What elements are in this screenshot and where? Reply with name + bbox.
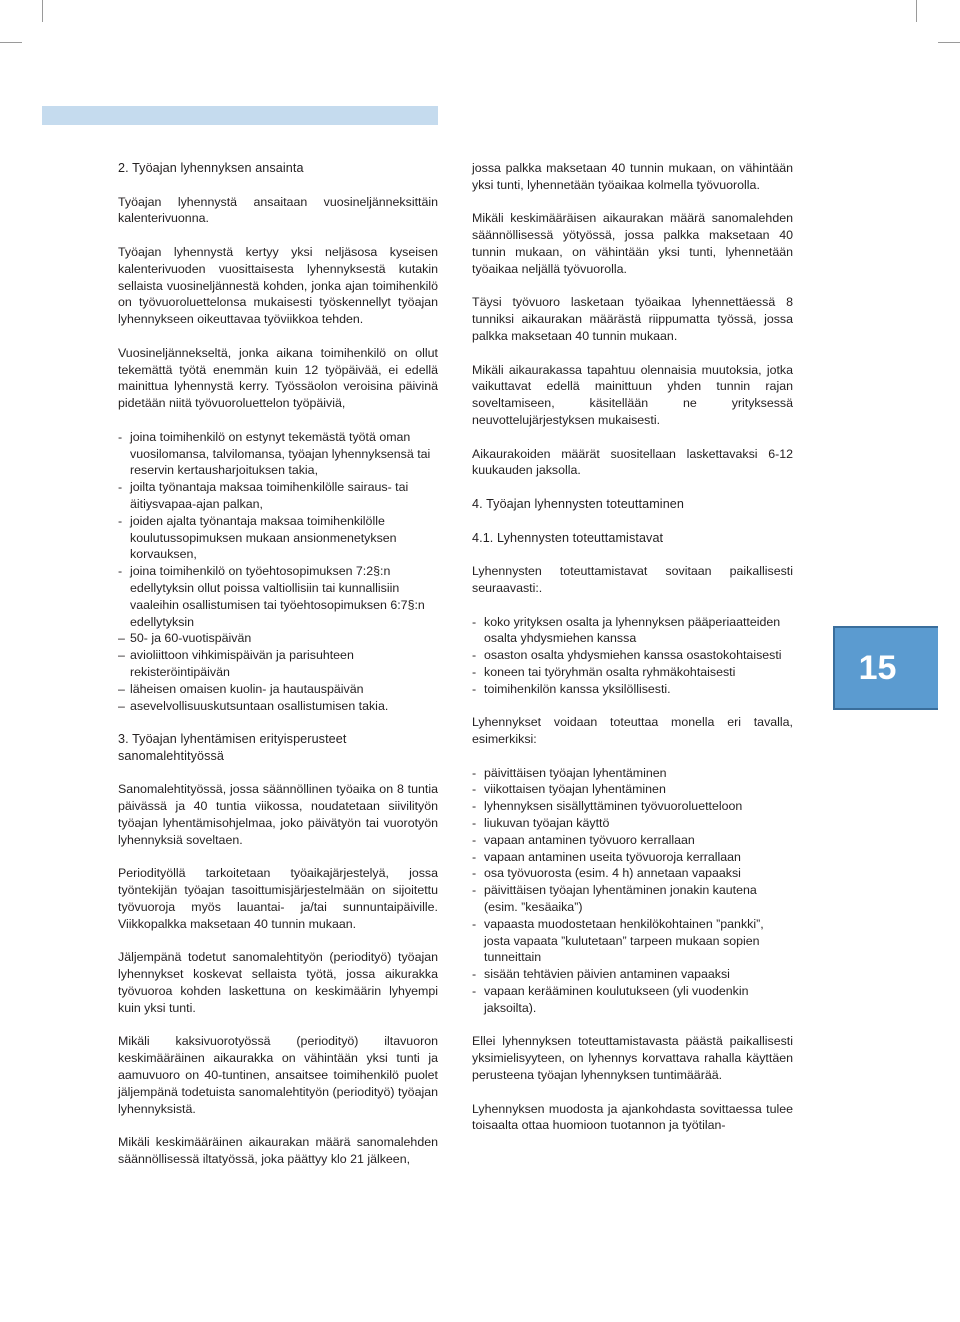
paragraph: Lyhennykset voidaan toteuttaa monella eri tavalla, esimerkiksi:	[472, 715, 793, 747]
list-item	[472, 798, 793, 815]
list-item	[118, 647, 438, 681]
list-item	[118, 479, 438, 513]
paragraph: Mikäli kaksivuorotyössä (periodityö) iltavuoron keskimääräinen aikaurakka on vähintään yksi tunti ja aamuvuoro on 40-tuntinen, ansaitsee toimihenkilö puolet jäljempänä todetuista sanomalehtityön (periodityö) työajan lyhennyksistä.	[118, 1034, 438, 1116]
paragraph: Lyhennysten toteuttamistavat sovitaan paikallisesti seuraavasti:.	[472, 564, 793, 595]
list-item	[118, 698, 438, 715]
list-item-text: liukuvan työajan käyttö	[484, 816, 610, 831]
list-item-text: toimihenkilön kanssa yksilöllisesti.	[484, 681, 671, 696]
paragraph: Työajan lyhennystä ansaitaan vuosineljänneksittäin kalenterivuonna.	[118, 194, 438, 226]
list-item-text: osaston osalta yhdysmiehen kanssa osastokohtaisesti	[484, 648, 782, 663]
list-item	[118, 681, 438, 698]
section-2-heading: 2. Työajan lyhennyksen ansainta	[118, 161, 304, 175]
list-item	[472, 983, 793, 1017]
list-item	[472, 781, 793, 798]
list-item	[472, 681, 793, 698]
paragraph: jossa palkka maksetaan 40 tunnin mukaan, on vähintään yksi tunti, lyhennetään työaikaa kolmella työvuorolla.	[472, 161, 793, 192]
agreement-levels-list	[472, 614, 793, 698]
list-item-text: läheisen omaisen kuolin- ja hautauspäivän	[130, 681, 364, 696]
paragraph: Lyhennyksen muodosta ja ajankohdasta sovittaessa tulee toisaalta ottaa huomioon tuotannon ja työtilan-	[472, 1101, 793, 1133]
list-item-text: päivittäisen työajan lyhentäminen jonakin kautena (esim. ”kesäaika”)	[484, 883, 757, 915]
list-item	[472, 882, 793, 916]
list-item-text: koneen tai työryhmän osalta ryhmäkohtaisesti	[484, 664, 736, 679]
section-4-1-heading: 4.1. Lyhennysten toteuttamistavat	[472, 530, 664, 545]
chapter-tab	[833, 626, 938, 710]
paragraph: Aikaurakoiden määrät suositellaan laskettavaksi 6-12 kuukauden jaksolla.	[472, 446, 793, 478]
crop-mark	[0, 42, 22, 43]
paragraph: Periodityöllä tarkoitetaan työaikajärjestelyä, jossa työntekijän työajan tasoittumisjärjestelmään on sijoitettu työvuoroja myös lauantai- ja/tai sunnuntaipäiville. Viikkopalkka maksetaan 40 tunnin mukaan.	[118, 866, 438, 931]
paragraph: Mikäli aikaurakassa tapahtuu olennaisia muutoksia, jotka vaikuttavat edellä mainittuun yhden tunnin rajan soveltamiseen, käsitellään ne yrityksessä neuvottelujärjestyksen mukaisesti.	[472, 362, 793, 427]
list-item	[118, 429, 438, 479]
list-item	[472, 849, 793, 866]
right-column	[472, 160, 793, 1151]
paragraph: Täysi työvuoro lasketaan työaikaa lyhennettäessä 8 tunniksi aikaurakan määrästä riippumatta työssä, jossa palkka maksetaan 40 tunnin mukaan.	[472, 295, 793, 343]
list-item	[472, 647, 793, 664]
paragraph: Ellei lyhennyksen toteuttamistavasta päästä paikallisesti yksimielisyyteen, on lyhennys korvattava rahalla käyttäen perusteena työajan lyhennyksen tuntimäärää.	[472, 1034, 793, 1083]
list-item	[472, 865, 793, 882]
list-item	[472, 614, 793, 648]
list-item-text: vapaasta muodostetaan henkilökohtainen ”pankki”, josta vapaata ”kulutetaan” tarpeen mukaan sopien tunneittain	[484, 916, 764, 965]
workday-conditions-list	[118, 429, 438, 715]
list-item-text: asevelvollisuuskutsuntaan osallistumisen takia.	[130, 698, 389, 713]
list-item-text: joina toimihenkilö on estynyt tekemästä työtä oman vuosilomansa, talvilomansa, työajan lyhennyksensä tai reservin kertausharjoituksen takia,	[130, 429, 431, 478]
list-item	[118, 563, 438, 630]
list-item	[472, 815, 793, 832]
list-item	[472, 966, 793, 983]
paragraph: Sanomalehtityössä, jossa säännöllinen työaika on 8 tuntia päivässä ja 40 tuntia viikossa, noudatetaan siivilityön työajan lyhentämisohjelmaa, joko päivätyön tai vuorotyön lyhennyksiä soveltaen.	[118, 782, 438, 847]
list-item	[472, 765, 793, 782]
list-item-text: 50- ja 60-vuotispäivän	[130, 631, 252, 646]
list-item	[472, 916, 793, 966]
list-item-text: lyhennyksen sisällyttäminen työvuoroluetteloon	[484, 799, 743, 814]
paragraph: Mikäli keskimääräinen aikaurakan määrä sanomalehden säännöllisessä iltatyössä, joka päättyy klo 21 jälkeen,	[118, 1135, 438, 1167]
list-item-text: päivittäisen työajan lyhentäminen	[484, 765, 667, 780]
paragraph: Työajan lyhennystä kertyy yksi neljäsosa kyseisen kalenterivuoden vuosittaisesta lyhennyksestä kutakin sellaista vuosineljännestä kohden, jonka ajan toimihenkilö on työvuoroluettelonsa mukaisesti työskennellyt työajan lyhennykseen oikeuttavaa työviikkoa tehden.	[118, 244, 438, 327]
list-item-text: joina toimihenkilö on työehtosopimuksen 7:2§:n edellytyksin ollut poissa valtiollisiin tai kunnallisiin vaaleihin osallistumisen tai työehtosopimuksen 6:7§:n edellytyksin	[130, 564, 425, 629]
section-3-heading: 3. Työajan lyhentämisen erityisperusteet sanomalehtityössä	[118, 732, 347, 763]
list-item-text: avioliittoon vihkimispäivän ja parisuhteen rekisteröintipäivän	[130, 648, 354, 679]
left-column	[118, 160, 438, 1185]
list-item-text: joilta työnantaja maksaa toimihenkilölle sairaus- tai äitiysvapaa-ajan palkan,	[130, 480, 409, 511]
list-item-text: viikottaisen työajan lyhentäminen	[484, 782, 666, 797]
crop-mark	[916, 0, 917, 22]
list-item-text: vapaan kerääminen koulutukseen (yli vuodenkin jaksoilta).	[484, 984, 749, 1015]
list-item-text: vapaan antaminen useita työvuoroja kerrallaan	[484, 849, 741, 864]
header-color-band	[42, 106, 438, 125]
list-item	[118, 513, 438, 563]
list-item	[118, 630, 438, 647]
chapter-number: 15	[858, 649, 897, 687]
list-item-text: osa työvuorosta (esim. 4 h) annetaan vapaaksi	[484, 866, 741, 881]
paragraph: Jäljempänä todetut sanomalehtityön (periodityö) työajan lyhennykset koskevat sellaista työtä, jossa aikurakka työvuoroa kohden laskettuna on keskimäärin lyhyempi kuin yksi tunti.	[118, 950, 438, 1015]
list-item	[472, 832, 793, 849]
crop-mark	[938, 42, 960, 43]
list-item	[472, 664, 793, 681]
list-item-text: joiden ajalta työnantaja maksaa toimihenkilölle koulutussopimuksen mukaan ansionmenetyksen korvauksen,	[130, 513, 397, 562]
list-item-text: koko yrityksen osalta ja lyhennyksen pääperiaatteiden osalta yhdysmiehen kanssa	[484, 614, 781, 646]
list-item-text: vapaan antaminen työvuoro kerrallaan	[484, 832, 695, 847]
implementation-methods-list	[472, 765, 793, 1017]
paragraph: Mikäli keskimääräisen aikaurakan määrä sanomalehden säännöllisessä yötyössä, jossa palkka maksetaan 40 tunnin mukaan, on vähintään yksi tunti, lyhennetään työaikaa neljällä työvuorolla.	[472, 211, 793, 276]
paragraph: Vuosineljännekseltä, jonka aikana toimihenkilö on ollut tekemättä työtä enemmän kuin 12 työpäivää, ei edellä mainittua lyhennystä kerry. Työssäolon veroisina päivinä pidetään niitä työvuoroluettelon työpäiviä,	[118, 345, 438, 411]
list-item-text: sisään tehtävien päivien antaminen vapaaksi	[484, 967, 730, 982]
crop-mark	[42, 0, 43, 22]
section-4-heading: 4. Työajan lyhennysten toteuttaminen	[472, 496, 685, 511]
